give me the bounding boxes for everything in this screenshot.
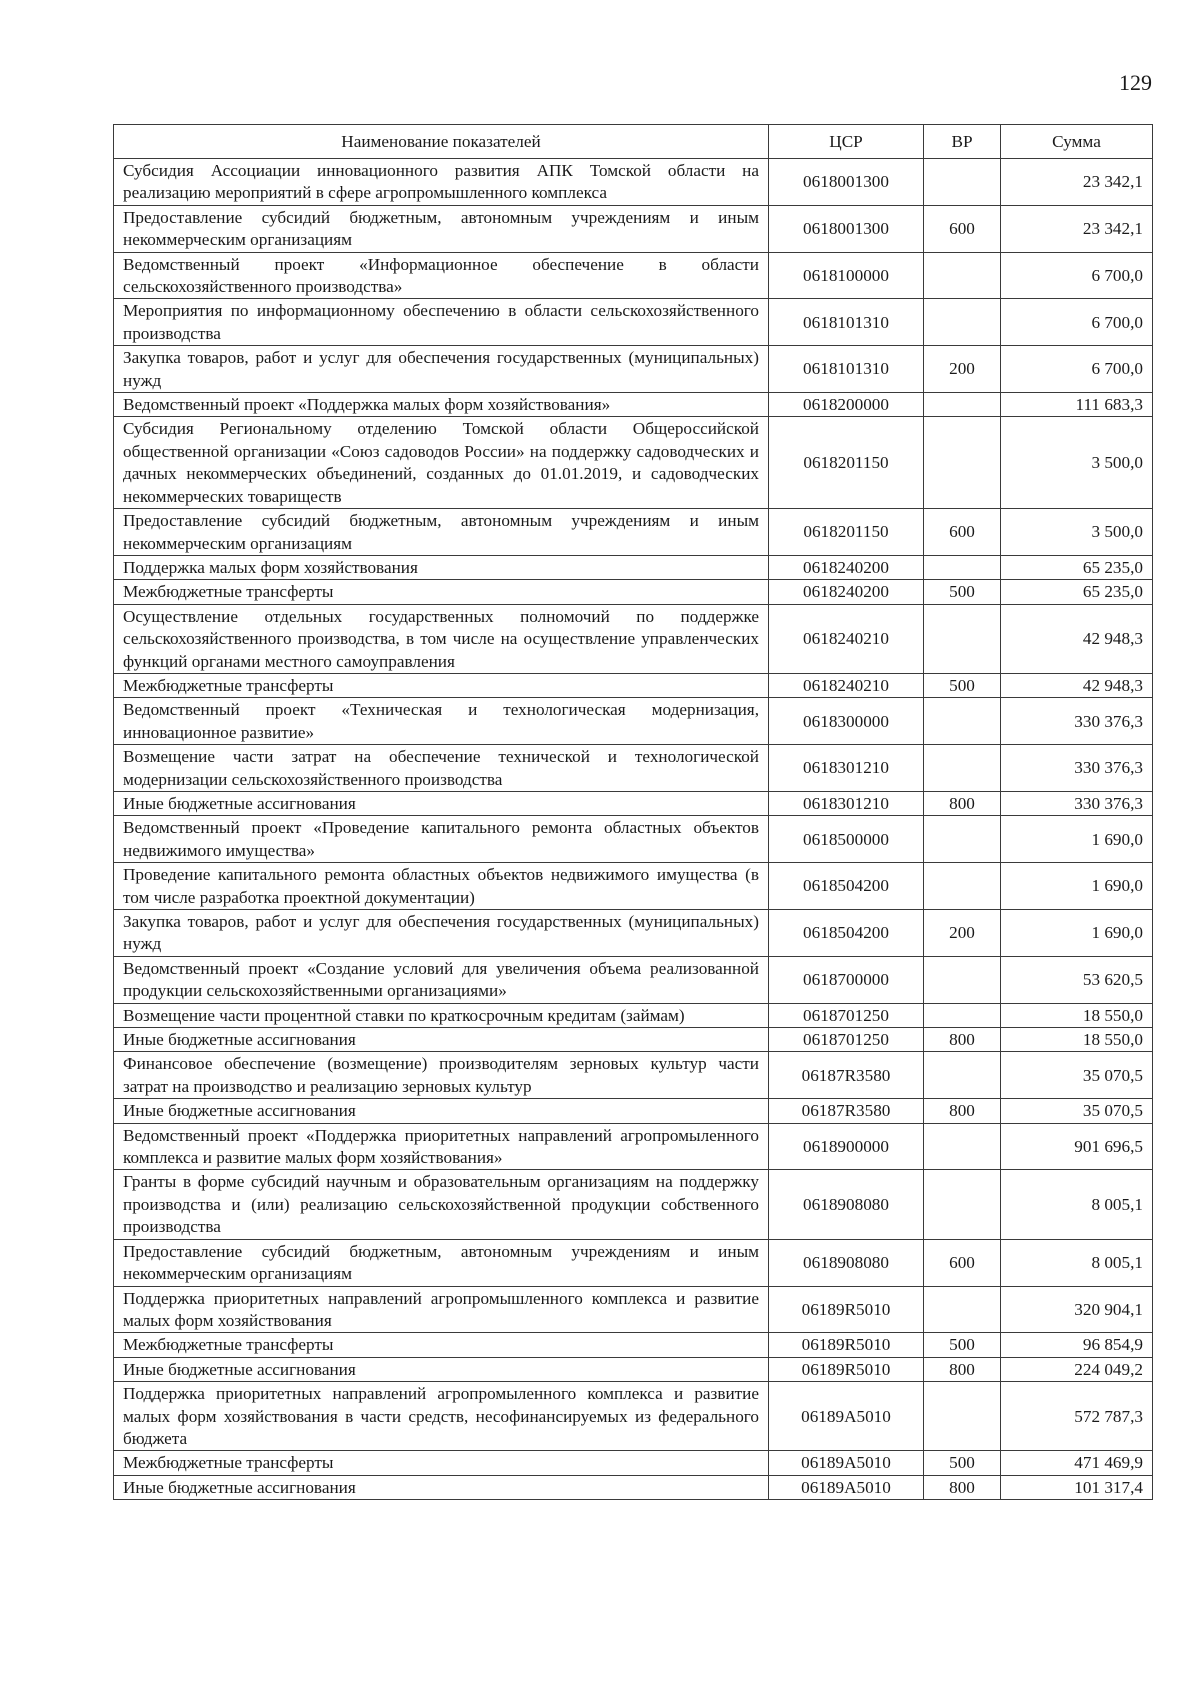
cell-vr: 500 <box>924 1333 1001 1357</box>
table-row <box>114 1333 1153 1357</box>
header-row <box>114 125 1153 159</box>
cell-sum: 96 854,9 <box>1001 1333 1153 1357</box>
cell-name: Закупка товаров, работ и услуг для обеспечения государственных (муниципальных) нужд <box>114 910 769 957</box>
cell-vr <box>924 1052 1001 1099</box>
cell-csr: 0618900000 <box>769 1123 924 1170</box>
table-body <box>114 159 1153 1500</box>
cell-sum: 18 550,0 <box>1001 1003 1153 1027</box>
cell-csr: 0618200000 <box>769 393 924 417</box>
cell-name: Предоставление субсидий бюджетным, автономным учреждениям и иным некоммерческим организациям <box>114 1239 769 1286</box>
cell-name: Поддержка приоритетных направлений агропромышленного комплекса и развитие малых форм хозяйствования <box>114 1286 769 1333</box>
cell-csr: 06189R5010 <box>769 1286 924 1333</box>
cell-name: Мероприятия по информационному обеспечению в области сельскохозяйственного производства <box>114 299 769 346</box>
table-row <box>114 745 1153 792</box>
cell-name: Субсидия Ассоциации инновационного развития АПК Томской области на реализацию мероприятий в сфере агропромышленного комплекса <box>114 159 769 206</box>
cell-csr: 06187R3580 <box>769 1099 924 1123</box>
cell-vr <box>924 1003 1001 1027</box>
cell-csr: 06189R5010 <box>769 1357 924 1381</box>
cell-csr: 06189A5010 <box>769 1451 924 1475</box>
table-row <box>114 1357 1153 1381</box>
cell-csr: 0618001300 <box>769 205 924 252</box>
cell-vr <box>924 1286 1001 1333</box>
cell-sum: 65 235,0 <box>1001 555 1153 579</box>
table-row <box>114 205 1153 252</box>
table-row <box>114 604 1153 673</box>
cell-sum: 1 690,0 <box>1001 816 1153 863</box>
table-row <box>114 1239 1153 1286</box>
cell-csr: 06189A5010 <box>769 1382 924 1451</box>
cell-csr: 0618908080 <box>769 1170 924 1239</box>
cell-sum: 6 700,0 <box>1001 299 1153 346</box>
table-row <box>114 673 1153 697</box>
cell-csr: 0618001300 <box>769 159 924 206</box>
cell-sum: 901 696,5 <box>1001 1123 1153 1170</box>
cell-csr: 06189R5010 <box>769 1333 924 1357</box>
cell-name: Ведомственный проект «Поддержка малых форм хозяйствования» <box>114 393 769 417</box>
table-row <box>114 509 1153 556</box>
cell-vr: 500 <box>924 1451 1001 1475</box>
cell-name: Субсидия Региональному отделению Томской области Общероссийской общественной организации «Союз садоводов России» на поддержку садоводческих и дачных некоммерческих объединений, созданных до 01.01.2019, и садоводческих некоммерческих товариществ <box>114 417 769 509</box>
cell-csr: 0618500000 <box>769 816 924 863</box>
cell-sum: 42 948,3 <box>1001 673 1153 697</box>
cell-vr: 200 <box>924 910 1001 957</box>
table-row <box>114 910 1153 957</box>
table-row <box>114 1099 1153 1123</box>
table-row <box>114 580 1153 604</box>
cell-sum: 18 550,0 <box>1001 1028 1153 1052</box>
table-row <box>114 698 1153 745</box>
cell-vr: 600 <box>924 205 1001 252</box>
cell-csr: 0618301210 <box>769 745 924 792</box>
table-row <box>114 1003 1153 1027</box>
table-header <box>114 125 1153 159</box>
cell-csr: 0618701250 <box>769 1028 924 1052</box>
cell-vr <box>924 816 1001 863</box>
cell-name: Возмещение части затрат на обеспечение технической и технологической модернизации сельскохозяйственного производства <box>114 745 769 792</box>
cell-csr: 0618701250 <box>769 1003 924 1027</box>
table-row <box>114 1451 1153 1475</box>
cell-sum: 8 005,1 <box>1001 1170 1153 1239</box>
table-row <box>114 1028 1153 1052</box>
table-row <box>114 791 1153 815</box>
cell-vr: 800 <box>924 1357 1001 1381</box>
cell-csr: 0618301210 <box>769 791 924 815</box>
cell-vr <box>924 299 1001 346</box>
cell-csr: 0618504200 <box>769 910 924 957</box>
cell-name: Финансовое обеспечение (возмещение) производителям зерновых культур части затрат на производство и реализацию зерновых культур <box>114 1052 769 1099</box>
cell-sum: 3 500,0 <box>1001 417 1153 509</box>
cell-name: Межбюджетные трансферты <box>114 1333 769 1357</box>
table-row <box>114 299 1153 346</box>
table-row <box>114 816 1153 863</box>
cell-sum: 53 620,5 <box>1001 956 1153 1003</box>
cell-csr: 0618300000 <box>769 698 924 745</box>
cell-name: Поддержка малых форм хозяйствования <box>114 555 769 579</box>
header-name: Наименование показателей <box>114 125 769 159</box>
cell-name: Возмещение части процентной ставки по краткосрочным кредитам (займам) <box>114 1003 769 1027</box>
cell-csr: 0618240210 <box>769 604 924 673</box>
header-csr: ЦСР <box>769 125 924 159</box>
cell-vr <box>924 698 1001 745</box>
cell-name: Предоставление субсидий бюджетным, автономным учреждениям и иным некоммерческим организациям <box>114 509 769 556</box>
cell-sum: 3 500,0 <box>1001 509 1153 556</box>
cell-sum: 65 235,0 <box>1001 580 1153 604</box>
table-row <box>114 1052 1153 1099</box>
cell-csr: 06189A5010 <box>769 1475 924 1499</box>
cell-name: Ведомственный проект «Создание условий для увеличения объема реализованной продукции сельскохозяйственными организациями» <box>114 956 769 1003</box>
cell-name: Иные бюджетные ассигнования <box>114 1099 769 1123</box>
cell-vr: 500 <box>924 673 1001 697</box>
cell-vr <box>924 1170 1001 1239</box>
cell-vr: 600 <box>924 1239 1001 1286</box>
table-row <box>114 863 1153 910</box>
cell-sum: 320 904,1 <box>1001 1286 1153 1333</box>
cell-vr <box>924 745 1001 792</box>
table-row <box>114 346 1153 393</box>
cell-vr <box>924 417 1001 509</box>
cell-csr: 0618240200 <box>769 580 924 604</box>
cell-name: Предоставление субсидий бюджетным, автономным учреждениям и иным некоммерческим организациям <box>114 205 769 252</box>
budget-table <box>113 124 1153 1500</box>
cell-csr: 0618504200 <box>769 863 924 910</box>
cell-name: Осуществление отдельных государственных полномочий по поддержке сельскохозяйственного производства, в том числе на осуществление управленческих функций органами местного самоуправления <box>114 604 769 673</box>
table-row <box>114 393 1153 417</box>
cell-sum: 1 690,0 <box>1001 863 1153 910</box>
cell-name: Межбюджетные трансферты <box>114 1451 769 1475</box>
cell-name: Закупка товаров, работ и услуг для обеспечения государственных (муниципальных) нужд <box>114 346 769 393</box>
cell-name: Ведомственный проект «Проведение капитального ремонта областных объектов недвижимого имущества» <box>114 816 769 863</box>
cell-csr: 0618700000 <box>769 956 924 1003</box>
cell-sum: 6 700,0 <box>1001 346 1153 393</box>
cell-sum: 330 376,3 <box>1001 791 1153 815</box>
cell-vr <box>924 863 1001 910</box>
cell-name: Поддержка приоритетных направлений агропромыленного комплекса и развитие малых форм хозяйствования в части средств, несофинансируемых из федерального бюджета <box>114 1382 769 1451</box>
page-number: 129 <box>1119 70 1152 95</box>
cell-sum: 35 070,5 <box>1001 1052 1153 1099</box>
table-row <box>114 1123 1153 1170</box>
cell-name: Иные бюджетные ассигнования <box>114 1357 769 1381</box>
cell-sum: 23 342,1 <box>1001 205 1153 252</box>
cell-sum: 330 376,3 <box>1001 745 1153 792</box>
table-row <box>114 1170 1153 1239</box>
cell-name: Иные бюджетные ассигнования <box>114 1028 769 1052</box>
table-row <box>114 555 1153 579</box>
cell-sum: 111 683,3 <box>1001 393 1153 417</box>
table-row <box>114 1286 1153 1333</box>
cell-vr <box>924 1382 1001 1451</box>
cell-vr <box>924 604 1001 673</box>
cell-vr: 800 <box>924 1028 1001 1052</box>
cell-vr: 600 <box>924 509 1001 556</box>
cell-name: Ведомственный проект «Поддержка приоритетных направлений агропромыленного комплекса и развитие малых форм хозяйствования» <box>114 1123 769 1170</box>
table-row <box>114 252 1153 299</box>
cell-sum: 35 070,5 <box>1001 1099 1153 1123</box>
cell-vr: 800 <box>924 1099 1001 1123</box>
cell-sum: 8 005,1 <box>1001 1239 1153 1286</box>
cell-csr: 0618201150 <box>769 417 924 509</box>
cell-vr: 500 <box>924 580 1001 604</box>
cell-sum: 572 787,3 <box>1001 1382 1153 1451</box>
cell-vr <box>924 393 1001 417</box>
cell-csr: 0618100000 <box>769 252 924 299</box>
cell-csr: 0618240200 <box>769 555 924 579</box>
cell-csr: 0618101310 <box>769 346 924 393</box>
cell-vr: 800 <box>924 791 1001 815</box>
header-vr: ВР <box>924 125 1001 159</box>
cell-sum: 101 317,4 <box>1001 1475 1153 1499</box>
cell-name: Межбюджетные трансферты <box>114 580 769 604</box>
cell-csr: 0618908080 <box>769 1239 924 1286</box>
cell-sum: 1 690,0 <box>1001 910 1153 957</box>
cell-name: Ведомственный проект «Техническая и технологическая модернизация, инновационное развитие» <box>114 698 769 745</box>
table-row <box>114 1475 1153 1499</box>
cell-sum: 6 700,0 <box>1001 252 1153 299</box>
table-row <box>114 159 1153 206</box>
cell-vr: 200 <box>924 346 1001 393</box>
cell-csr: 0618201150 <box>769 509 924 556</box>
cell-vr <box>924 252 1001 299</box>
cell-vr <box>924 956 1001 1003</box>
table-row <box>114 1382 1153 1451</box>
cell-sum: 42 948,3 <box>1001 604 1153 673</box>
cell-vr: 800 <box>924 1475 1001 1499</box>
cell-csr: 06187R3580 <box>769 1052 924 1099</box>
cell-sum: 471 469,9 <box>1001 1451 1153 1475</box>
cell-sum: 330 376,3 <box>1001 698 1153 745</box>
cell-csr: 0618101310 <box>769 299 924 346</box>
cell-vr <box>924 555 1001 579</box>
cell-name: Ведомственный проект «Информационное обеспечение в области сельскохозяйственного производства» <box>114 252 769 299</box>
cell-name: Проведение капитального ремонта областных объектов недвижимого имущества (в том числе разработка проектной документации) <box>114 863 769 910</box>
cell-name: Межбюджетные трансферты <box>114 673 769 697</box>
cell-sum: 224 049,2 <box>1001 1357 1153 1381</box>
table-row <box>114 956 1153 1003</box>
cell-vr <box>924 159 1001 206</box>
cell-csr: 0618240210 <box>769 673 924 697</box>
cell-vr <box>924 1123 1001 1170</box>
header-sum: Сумма <box>1001 125 1153 159</box>
cell-sum: 23 342,1 <box>1001 159 1153 206</box>
cell-name: Иные бюджетные ассигнования <box>114 791 769 815</box>
table-row <box>114 417 1153 509</box>
cell-name: Иные бюджетные ассигнования <box>114 1475 769 1499</box>
cell-name: Гранты в форме субсидий научным и образовательным организациям на поддержку производства и (или) реализацию сельскохозяйственной продукции собственного производства <box>114 1170 769 1239</box>
